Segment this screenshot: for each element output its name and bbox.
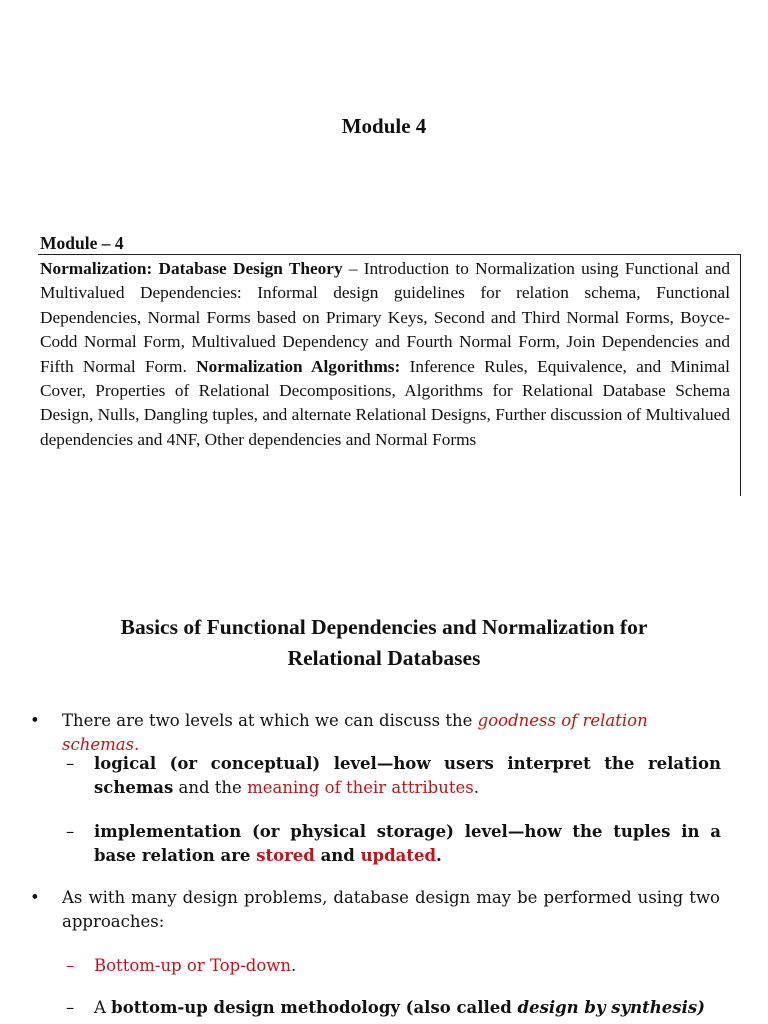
sub-bottomup-lead: A [94, 998, 112, 1017]
syllabus-box [38, 232, 742, 496]
sub-bottomup-italic: design by synthesis) [517, 998, 705, 1017]
section-title-line2: Relational Databases [287, 646, 481, 670]
dash-mark: – [66, 822, 75, 841]
sub-logical-highlight: meaning of their attributes [247, 778, 474, 797]
bullet-dot: • [30, 888, 40, 907]
sub-logical-end: . [473, 778, 479, 797]
dash-mark: – [66, 998, 75, 1017]
bullet-dot: • [30, 711, 40, 730]
sub-impl-updated: updated [360, 846, 436, 865]
sub-bottomup-bold: bottom-up design methodology (also called [111, 998, 518, 1017]
sub-impl-end: . [435, 846, 442, 865]
syllabus-content [38, 254, 741, 496]
dash-mark: – [66, 956, 75, 975]
bullet-levels-highlight: goodness of relation schemas. [62, 711, 648, 754]
sub-impl-stored: stored [256, 846, 315, 865]
syllabus-heading: Module – 4 [40, 233, 124, 253]
sub-logical-text: and the [173, 778, 248, 797]
dash-mark: – [66, 754, 75, 773]
syllabus-topic2-text: Inference Rules, Equivalence, and Minimal Cover, Properties of Relational Decompositions, Algorithms for Relational Database Schema Design, Nulls, Dangling tuples, and alternate Relational Designs, Further discussion of Multivalued dependencies and 4NF, Other dependencies and Normal Forms [40, 356, 730, 449]
section-title-line1: Basics of Functional Dependencies and Normalization for [120, 615, 648, 639]
page-title: Module 4 [341, 114, 427, 138]
sub-impl-mid: and [314, 846, 361, 865]
syllabus-topic1-text: – Introduction to Normalization using Functional and Multivalued Dependencies: Informal design guidelines for relation schema, Functional Dependencies, Normal Forms based on Primary Keys, Second and Third Normal Forms, Boyce-Codd Normal Form, Multivalued Dependency and Fourth Normal Form, Join Dependencies and Fifth Normal Form. [40, 259, 730, 376]
sub-approaches-end: . [291, 956, 297, 975]
sub-approaches-highlight: Bottom-up or Top-down [94, 956, 292, 975]
syllabus-topic1-title: Normalization: Database Design Theory [40, 259, 343, 278]
bullet-levels-text: There are two levels at which we can discuss the [62, 711, 478, 730]
syllabus-topic2-title: Normalization Algorithms: [196, 356, 401, 376]
section-title [30, 612, 738, 674]
sub-logical-bold: logical (or conceptual) level—how users interpret the relation schemas [94, 754, 721, 797]
bullet-approaches-text: As with many design problems, database design may be performed using two approaches: [62, 888, 720, 931]
sub-impl-bold: implementation (or physical storage) level—how the tuples in a base relation are [94, 822, 721, 865]
